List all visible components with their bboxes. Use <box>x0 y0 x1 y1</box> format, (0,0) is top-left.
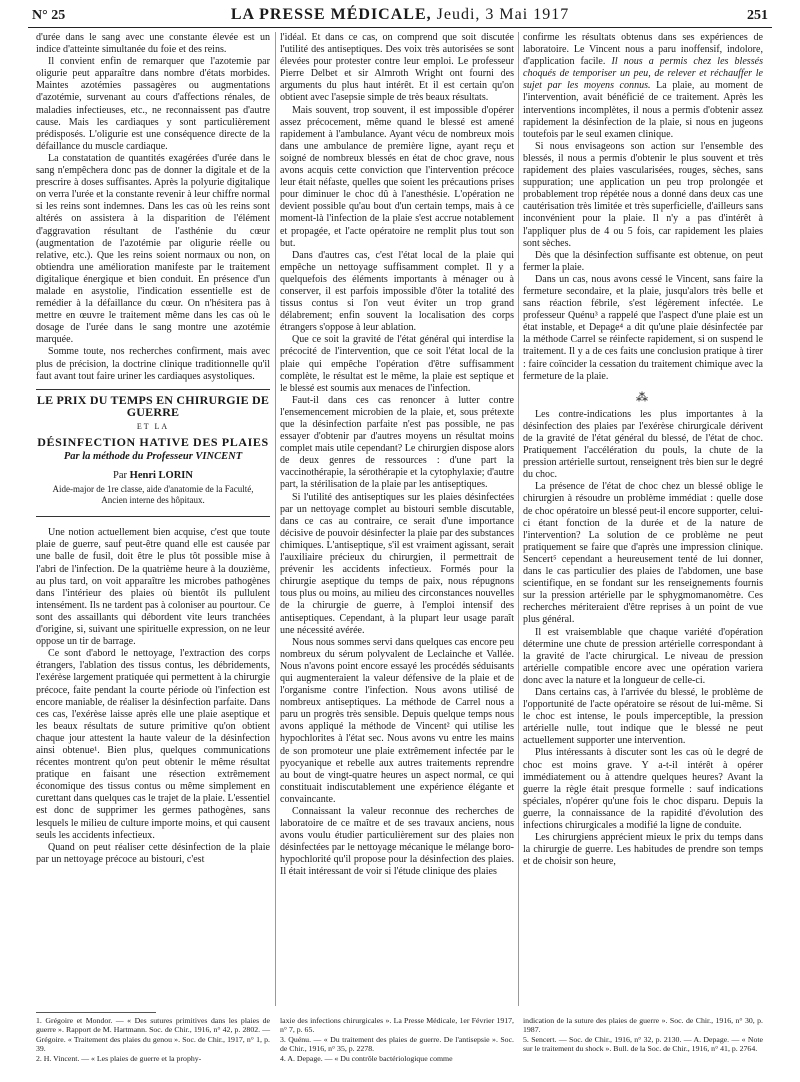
paragraph: Ce sont d'abord le nettoyage, l'extraction des corps étrangers, l'ablation des tissus contus, les débridements, l'exérèse largement pratiquée qui permettent à la chirurgie précoce, faite pendant la courte période où l'infection est encore maniable, de réaliser la désinfection parfaite. Dans ces cas, l'exérèse laisse après elle une plaie aseptique et les beaux résultats de suture primitive qu'on obtient chaque jour attestent la haute valeur de la désinfection ainsi obtenue¹. Bien plus, quelques communications récentes montrent qu'on peut obtenir le même résultat pratique en faisant une résection extrêmement économique des tissus contus ou même simplement en curettant dans quelques cas le trajet de la plaie. L'essentiel est donc de supprimer les germes pathogènes, sans lesquels le milieu de culture importe moins, et qui causent seuls les accidents infectieux. <box>36 648 270 841</box>
column-divider <box>518 32 519 1006</box>
section-asterism: ⁂ <box>636 389 650 404</box>
paragraph: Nous nous sommes servi dans quelques cas encore peu nombreux du sérum polyvalent de Leclainche et Vallée. Nous n'avons point encore essayé les procédés séduisants qui augmenteraient la valeur défensive de la plaie et de l'organisme contre l'infection. Nous avons utilisé de nombreux antiseptiques. La méthode de Carrel nous a paru un progrès très sensible. Depuis quelque temps nous avons appliqué la méthode de Vincent² qui utilise les hypochlorites à l'état sec. Nous avons vu entre les mains de son promoteur une plaie extrêmement infectée par le pyocyanique et rebelle aux autres traitements reprendre au bout de vingt-quatre heures un aspect normal, ce qui constituait indiscutablement une expérience élégante et convaincante. <box>280 636 514 805</box>
issue-number: N° 25 <box>32 8 66 23</box>
paragraph: Dans certains cas, à l'arrivée du blessé, le problème de l'opportunité de l'acte opératoire se résout de lui-même. Si le choc est intense, le pouls imperceptible, la pression artérielle nulle, tout indique que le blessé ne peut actuellement supporter une intervention. <box>523 686 763 747</box>
page-number: 251 <box>747 8 768 23</box>
masthead <box>28 6 772 24</box>
paragraph: Connaissant la valeur reconnue des recherches de laboratoire de ce maître et de ses travaux anciens, nous avons voulu étudier particulièrement sur des plaies non désinfectées par le nettoyage mécanique le mélange boro-hypochlorité qu'il propose pour la désinfection des plaies. Il était intéressant de voir si l'étude clinique des plaies <box>280 806 514 878</box>
paragraph: Somme toute, nos recherches confirment, mais avec plus de précision, la doctrine clinique traditionnelle qu'il faut avant tout faire uriner les cardiaques asystoliques. <box>36 346 270 382</box>
column-2 <box>280 32 514 1006</box>
paragraph: Une notion actuellement bien acquise, c'est que toute plaie de guerre, sauf peut-être quand elle est causée par une balle de fusil, doit être le plus tôt possible mise à l'abri de l'infection. De la quatrième heure à la douzième, au plus tard, on voit apparaître les microbes pathogènes dans l'intérieur des plaies où bientôt ils pullulent intensément. Ils ne tardent pas à coloniser au pourtour. Ce sont des assaillants qui débordent vite leurs tranchées d'origine, si, suivant une spirituelle expression, on ne leur oppose un tir de barrage. <box>36 527 270 648</box>
paragraph: Les chirurgiens apprécient mieux le prix du temps dans la chirurgie de guerre. Les habitudes de prendre son temps et de choisir son heure, <box>523 832 763 868</box>
italic-text: Il nous a permis chez les blessés choqués de temporiser un peu, de relever et réchauffer le sujet par les moyens connus. <box>523 56 763 92</box>
page-header <box>28 6 772 28</box>
footnotes-column-2 <box>280 1016 514 1063</box>
paragraph: Il est vraisemblable que chaque variété d'opération détermine une chute de pression artérielle correspondant à la gravité de l'acte chirurgical. Le niveau de pression artérielle compatible encore avec une opération variera donc avec la nature et la longueur de celle-ci. <box>523 626 763 686</box>
paragraph: Dès que la désinfection suffisante est obtenue, on peut fermer la plaie. <box>523 249 763 273</box>
issue-date: Jeudi, 3 Mai 1917 <box>436 6 570 23</box>
article-title: LE PRIX DU TEMPS EN CHIRURGIE DE GUERRE <box>36 392 270 419</box>
footnote: 5. Sencert. — Soc. de Chir., 1916, n° 32, p. 2130. — A. Depage. — « Note sur le traitement du shock ». Bull. de la Soc. de Chir., 1916, n° 41, p. 2764. <box>523 1034 763 1054</box>
paragraph: d'urée dans le sang avec une constante élevée est un indice d'atteinte simultanée du foie et des reins. <box>36 32 270 56</box>
paragraph: Plus intéressants à discuter sont les cas où le degré de choc est moins grave. Y a-t-il intérêt à opérer immédiatement ou à attendre quelques heures? Avant la guerre la règle était presque formelle : sauf indications spéciales, n'opérer qu'une fois le choc disparu. Depuis la guerre, la connaissance de la rapidité d'évolution des infections chirurgicales a modifié la ligne de conduite. <box>523 747 763 831</box>
paragraph: Les contre-indications les plus importantes à la désinfection des plaies par l'exérèse chirurgicale dérivent de la gravité de l'état général du blessé, de l'état de choc. Pratiquement l'accélération du pouls, la chute de la pression artérielle surtout, renseignent très bien sur le degré du choc. <box>523 408 763 481</box>
author-line <box>36 470 270 482</box>
footnote: 1. Grégoire et Mondor. — « Des sutures primitives dans les plaies de guerre ». Rapport de M. Hartmann. Soc. de Chir., 1916, n° 42, p. 2802. — Grégoire. « Traitement des plaies du genou ». Soc. de Chir., 1917, n° 1, p. 39. <box>36 1016 270 1054</box>
paragraph: Mais souvent, trop souvent, il est impossible d'opérer assez précocement, même quand le blessé est amené rapidement à l'ambulance. Ayant vécu de nombreux mois dans une ambulance de première ligne, ayant reçu et soigné de nombreux blessés en état de choc grave, nous avons acquis cette conviction que l'intervention précoce leur était néfaste, quelles que soient les précautions prises pour diminuer le choc dû à l'anesthésie. L'opération ne devient possible qu'au bout d'un certain temps, mais à ce moment-là l'infection de la plaie s'est accrue notablement et propagée, et l'acte opératoire ne remplit plus tout son but. <box>280 104 514 249</box>
journal-name: LA PRESSE MÉDICALE, <box>230 6 432 23</box>
footnote: 4. A. Depage. — « Du contrôle bactériologique comme <box>280 1053 453 1063</box>
footnotes-column-1 <box>36 1016 270 1063</box>
affiliation-line: Ancien interne des hôpitaux. <box>101 495 205 506</box>
heading-rule <box>36 516 270 517</box>
footnote: laxie des infections chirurgicales ». La Presse Médicale, 1er Février 1917, n° 7, p. 65. <box>280 1016 514 1035</box>
article-heading <box>36 389 270 518</box>
header-rule <box>28 27 772 28</box>
paragraph: La constatation de quantités exagérées d'urée dans le sang n'empêchera donc pas de donner la digitale et de la prescrire à doses suffisantes. Après la polyurie digitalique on verra l'urée et la constante revenir à leur chiffre normal si les reins sont indemnes. Dans les cas où les reins sont altérés on assistera à la disparition de l'élément d'aggravation résultant de l'asthénie du cœur (augmentation de l'azotémie par oligurie réelle ou relative, etc.). Que les reins soient normaux ou non, on obtiendra une amélioration manifeste par le traitement digitalique énergique et bien conduit. En présence d'un malade en asystolie, l'indication essentielle est de remédier à la défaillance du cœur. On n'hésitera pas à mettre en œuvre le traitement même dans les cas où le dosage de l'urée dans le sang montre une azotémie marquée. <box>36 152 270 346</box>
footnote-rule <box>36 1012 156 1013</box>
paragraph: Quand on peut réaliser cette désinfection de la plaie par un nettoyage précoce au bistouri, c'est <box>36 841 270 865</box>
paragraph: Dans un cas, nous avons cessé le Vincent, sans faire la fermeture secondaire, et la plaie, jusqu'alors très belle et sans réaction fébrile, s'est légèrement infectée. Le professeur Quénu³ a rappelé que l'aspect d'une plaie est un état instable, et Depage⁴ a dit qu'une plaie désinfectée par la méthode Carrel se réinfecte rapidement, si on suspend le traitement. Il y a de ces faits une conclusion pratique à tirer : faire coïncider la cessation du traitement chimique avec la fermeture de la plaie. <box>523 273 763 382</box>
text-run: confirme les résultats obtenus dans ses expériences de laboratoire. Le Vincent nous a paru inoffensif, indolore, d'application facile. <box>523 32 763 68</box>
article-title-second: DÉSINFECTION HATIVE DES PLAIES <box>37 435 269 449</box>
footnote: indication de la suture des plaies de guerre ». Soc. de Chir., 1916, n° 30, p. 1987. <box>523 1016 763 1035</box>
paragraph: l'idéal. Et dans ce cas, on comprend que soit discutée l'utilité des antiseptiques. Des voix très autorisées se sont élevées pour protester contre leur emploi. Le professeur Pierre Delbet et sir Almroth Wright ont fourni des arguments du plus haut intérêt. Et il est certain qu'on obtient avec l'asepsie simple de très beaux résultats. <box>280 32 514 104</box>
paragraph: Si l'utilité des antiseptiques sur les plaies désinfectées par un nettoyage complet au bistouri semble discutable, dans ce cas au contraire, ce serait d'une importance décisive de pouvoir désinfecter la plaie par des substances chimiques. L'antiseptique, s'il est vraiment agissant, serait l'auxiliaire précieux du chirurgien, il permettrait de prévenir les accidents infectieux. Formés pour la chirurgie aseptique du temps de paix, nous répugnons tous plus ou moins, au milieu des circonstances nouvelles de la chirurgie de guerre, à l'emploi intensif des antiseptiques. Cependant, à la plupart leur usage paraît une nécessité avérée. <box>280 491 514 636</box>
column-divider <box>275 32 276 1006</box>
author-affiliation <box>36 484 270 506</box>
footnote: 2. H. Vincent. — « Les plaies de guerre et la prophy- <box>36 1053 202 1063</box>
paragraph: La présence de l'état de choc chez un blessé oblige le chirurgien à résoudre un problème immédiat : quelle dose de choc opératoire un blessé peut-il encore supporter, celui-ci étant fonction de la durée et de la nature de l'intervention? La solution de ce problème ne peut pratiquement se faire que d'après une impression clinique. Sencert⁵ cependant a heureusement tenté de lui donner, dans le cas particulier des plaies de l'abdomen, une base scientifique, en se fondant sur les renseignements fournis sur la pression artérielle par le sphygmomanomètre. Ces recherches mériteraient d'être reprises à un point de vue plus général. <box>523 481 763 626</box>
article-title-connector: ET LA <box>136 421 170 431</box>
paragraph <box>523 32 763 141</box>
paragraph: Faut-il dans ces cas renoncer à lutter contre l'ensemencement microbien de la plaie, et, sous prétexte que la désinfection parfaite n'est pas possible, ne pas essayer d'obtenir par d'autres moyens un résultat moins complet mais utile cependant? Le chirurgien dispose alors de deux genres de ressources : d'une part la vaccinothérapie, la sérothérapie et la cytophylaxie; d'autre part, la stérilisation de la plaie par les antiseptiques. <box>280 394 514 491</box>
paragraph: Dans d'autres cas, c'est l'état local de la plaie qui empêche un nettoyage suffisamment complet. Il y a quelquefois des éléments importants à ménager ou à conserver, il est parfois impossible d'ôter la totalité des tissus contus si l'on veut éviter un trop grand délabrement; enfin souvent la localisation des corps étrangers s'oppose à leur ablation. <box>280 249 514 334</box>
affiliation-line: Aide-major de 1re classe, aide d'anatomie de la Faculté, <box>52 484 254 495</box>
paragraph: Si nous envisageons son action sur l'ensemble des blessés, il nous a permis d'obtenir le plus souvent et très rapidement des plaies vascularisées, rouges, sèches, sans suppuration; une application un peu trop prolongée et probablement trop répétée nous a donné dans deux cas une cautérisation très limitée et très superficielle, d'ailleurs sans inconvénient pour la plaie. Il n'y a pas d'intérêt à l'appliquer plus de 4 ou 5 fois, car rapidement les plaies sont sèches. <box>523 140 763 249</box>
paragraph: Il convient enfin de remarquer que l'azotemie par oligurie peut apparaître dans nombre d'états morbides. Maintes azotémies passagères ou augmentations d'azotémie, survenant au cours d'affections rénales, de maladies infectieuses, etc., ne reconnaissent pas d'autre cause. Mais les cardiaques y sont particulièrement prédisposés. L'oligurie est une conséquence directe de la défaillance du muscle cardiaque. <box>36 56 270 152</box>
column-1 <box>36 32 270 1006</box>
footnote: 3. Quénu. — « Du traitement des plaies de guerre. De l'antisepsie ». Soc. de Chir., 1916, n° 35, p. 2278. <box>280 1034 514 1054</box>
author-name: Henri LORIN <box>129 470 193 482</box>
column-3 <box>523 32 763 1006</box>
article-subtitle: Par la méthode du Professeur VINCENT <box>63 451 243 463</box>
footnotes-column-3 <box>523 1016 763 1054</box>
author-prefix: Par <box>113 470 128 482</box>
text-run: La plaie, au moment de l'intervention, avait bénéficié de ce traitement. Après les interventions incomplètes, il nous a permis d'obtenir assez rapidement la désinfection de la plaie, si nous en jugeons toutefois par le seul examen clinique. <box>523 80 763 140</box>
paragraph: Que ce soit la gravité de l'état général qui interdise la précocité de l'intervention, que ce soit l'état local de la plaie qui empêche l'opération d'être suffisamment complète, le résultat est le même, la plaie est septique et le blessé est soumis aux menaces de l'infection. <box>280 334 514 394</box>
